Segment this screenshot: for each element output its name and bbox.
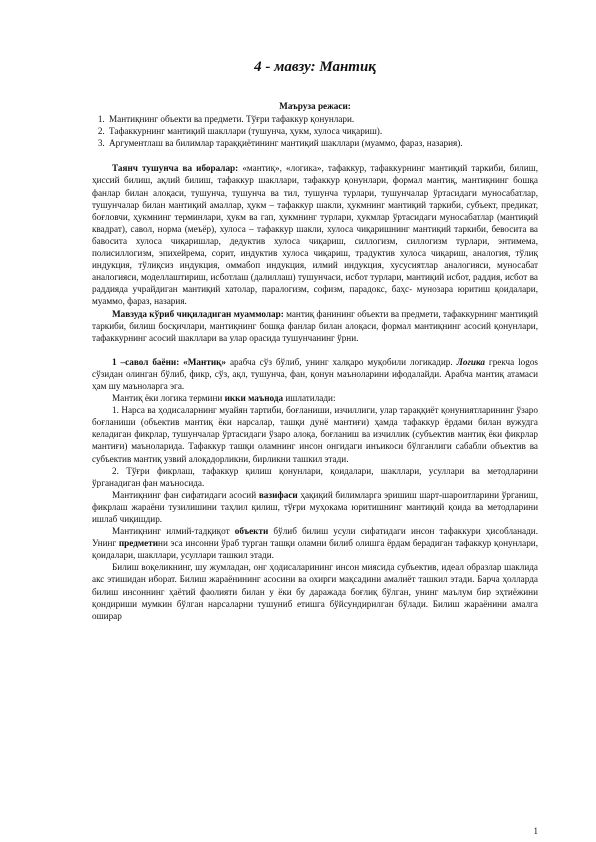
question-1-paragraph xyxy=(92,356,538,392)
plan-list xyxy=(92,113,538,149)
keywords-paragraph xyxy=(92,162,538,307)
subject-bold: предмети xyxy=(118,538,159,549)
task-bold: вазифаси xyxy=(258,489,298,500)
two-meanings-text-2: ишлатилади: xyxy=(283,393,336,404)
object-text-2: бўлиб билиш усули сифатидаги инсон тафаккури ҳисобланади. Унинг xyxy=(92,526,538,549)
keywords-label: Таянч тушунча ва иборалар: xyxy=(112,163,239,174)
cognition-paragraph: Билиш воқеликнинг, шу жумладан, онг ҳодисаларининг инсон миясида субъектив, идеал образлар шаклида акс этишидан иборат. Билиш жараёнининг асосини ва охирги мақсадини амалиёт ташкил этади. Барча ҳолларда билиш инсоннинг ҳаётий фаолияти билан у ёки бу даражада боғлиқ бўлган, унинг маълум бир эҳтиёжини қондириши мумкин бўлган нарсаларни тушуниб етишга бўйсундирилган бўлади. Билиш жараёнини амалга оширар xyxy=(92,562,538,621)
object-bold: объекти xyxy=(234,526,269,537)
object-text-3: ни эса инсонни ўраб турган ташқи оламни билиб олишга ёрдам берадиган тафаккур қонунлари, қоидалари, шакллари, усуллари ташкил этади. xyxy=(92,538,539,561)
two-meanings-paragraph xyxy=(92,392,538,404)
object-text: Мантиқнинг илмий-тадқиқот xyxy=(112,526,235,537)
question-1-text-2: грекча logos сўзидан олинган бўлиб, фикр, сўз, ақл, тушунча, фан, қонун маъноларини ифодалайди. Арабча мантиқ атамаси ҳам шу маъноларга эга. xyxy=(92,356,538,391)
plan-item: 2. Тафаккурнинг мантиқий шакллари (тушунча, ҳукм, хулоса чиқариш). xyxy=(107,125,538,137)
plan-heading: Маъруза режаси: xyxy=(279,101,351,111)
problems-text: мантиқ фанининг объекти ва предмети, тафаккурнинг мантиқий таркиби, билиш босқичлари, мантиқнинг бошқа фанлар билан алоқаси, формал мантиқнинг асосий қонунлари, тафаккурнинг асосий шакллари ва улар орасида тушунчанинг ўрни. xyxy=(92,308,538,343)
plan-item: 1. Мантиқнинг объекти ва предмети. Тўғри тафаккур қонунлари. xyxy=(107,113,538,125)
task-text: Мантиқнинг фан сифатидаги асосий xyxy=(112,489,259,500)
meaning-1-paragraph: 1. Нарса ва ҳодисаларнинг муайян тартиби, боғланиши, изчиллиги, улар тараққиёт қонуниятларининг ўзаро боғланиши (объектив мантиқ ёки нарсалар, ташқи дунё мантиғи) ҳамда тафаккур ёрдами билан вужудга келадиган фикрлар, тушунчалар ўртасидаги ўзаро алоқа, боғланиш ва изчиллик (субъектив мантиқ ёки фикрлар мантиғи) маъноларида. Тафаккур ташқи оламнинг инсон онгидаги инъикоси бўлганлиги сабабли объектив ва субъектив мантиқ узвий алоқадорликни, бирликни ташкил этади. xyxy=(92,405,538,464)
meaning-2-paragraph: 2. Тўғри фикрлаш, тафаккур қилиш қонунлари, қоидалари, шакллари, усуллари ва методларини ўрганадиган фан маъносида. xyxy=(92,465,538,488)
logika-term: Логика xyxy=(456,356,485,367)
two-meanings-text: Мантиқ ёки логика термини xyxy=(112,393,225,404)
problems-label: Мавзуда кўриб чиқиладиган муаммолар: xyxy=(112,308,284,319)
page-number: 1 xyxy=(533,826,538,836)
question-1-label: 1 –савол баёни: «Мантиқ» xyxy=(112,356,227,367)
problems-paragraph xyxy=(92,308,538,344)
object-paragraph xyxy=(92,525,538,561)
two-meanings-bold: икки маънода xyxy=(224,393,284,404)
task-text-2: ҳақиқий билимларга эришиш шарт-шароитларини ўрганиш, фикрлаш жараёни тузилишини таҳлил қилиш, тўғри муҳокама юритишнинг мантиқий қоида ва методларини ишлаб чиқишдир. xyxy=(92,489,538,524)
question-1-text: арабча сўз бўлиб, унинг халқаро муқобили логикадир. xyxy=(226,356,457,367)
task-paragraph xyxy=(92,489,538,525)
plan-item: 3. Аргументлаш ва билимлар тараққиётининг мантиқий шакллари (муаммо, фараз, назария). xyxy=(107,137,538,149)
keywords-text: «мантиқ», «логика», тафаккур, тафаккурнинг мантиқий таркиби, билиш, ҳиссий билиш, ақлий билиш, тафаккур шакллари, тафаккур қонунлари, формал мантиқ, мантиқнинг бошқа фанлар билан алоқаси, тушунча, тушунча ва тил, тушунча турлари, тушунчалар ўртасидаги муносабатлар, тушунчалар билан мантиқий амаллар, ҳукм – тафаккур шакли, ҳукмнинг мантиқий таркиби, субъект, предикат, боғловчи, ҳукмнинг терминлари, ҳукм ва гап, ҳукмнинг турлари, ҳукмлар ўртасидаги муносабатлар (мантиқий квадрат), савол, норма (меъёр), хулоса – тафаккур шакли, хулоса чиқаришнинг мантиқий таркиби, бевосита ва бавосита хулоса чиқаришлар, дедуктив хулоса чиқариш, силлогизм, силлогизм турлари, энтимема, полисиллогизм, эпихейрема, сорит, индуктив хулоса чиқариш, традуктив хулоса чиқариш, аналогия, тўлиқ индукция, тўлиқсиз индукция, оммабоп индукция, илмий индукция, хусусиятлар аналогияси, муносабат аналогияси, моделлаштириш, исботлаш (далиллаш) тушунчаси, исбот турлари, мантиқий исбот, раддия, исбот ва раддияда учрайдиган мантиқий хатолар, паралогизм, софизм, парадокс, баҳс- мунозара юритиш қоидалари, муаммо, фараз, назария. xyxy=(92,163,538,307)
page-title: 4 - мавзу: Мантиқ xyxy=(254,59,376,75)
